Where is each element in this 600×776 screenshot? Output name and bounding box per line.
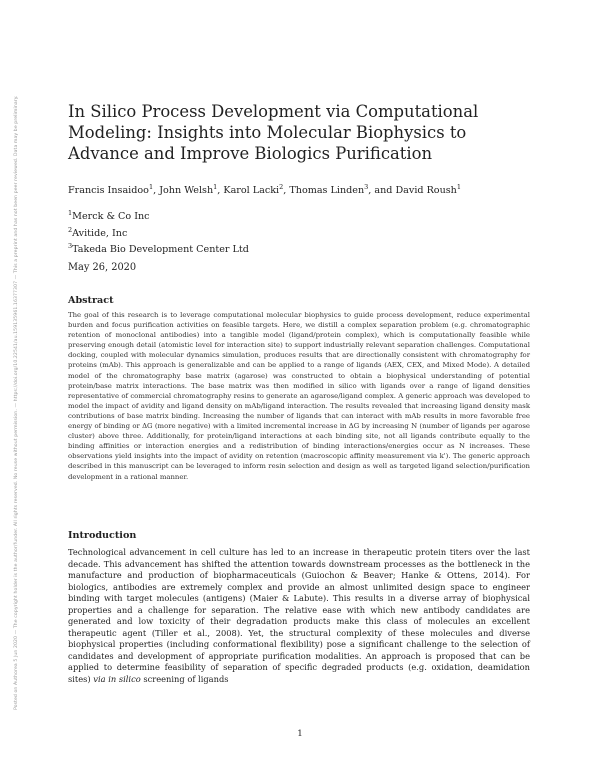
affiliation-item: $^1$Merck & Co Inc xyxy=(68,209,150,223)
author-affiliation-mark: 1 xyxy=(213,183,218,191)
italic-phrase: via in silico xyxy=(93,673,141,684)
author-name: Francis Insaidoo xyxy=(68,185,149,197)
abstract-text: The goal of this research is to leverage computational molecular biophysics to guide process development, reduce experimental burden and focus purification activities on feasible targets. Here, we distill a complex separation problem (e.g. chromatographic retention of monoclonal antibodies) into a tangible model (ligand/protein complex), which is computationally feasible while preserving enough detail (atomistic level for interaction site) to support industrially relevant separation challenges. Computational docking, coupled with molecular dynamics simulation, produces results that are directionally consistent with chromatography for proteins (mAb). This approach is generalizable and can be applied to a range of ligands (AEX, CEX, and Mixed Mode). A detailed model of the chromatography base matrix (agarose) was constructed to obtain a biophysical understanding of potential protein/base matrix interactions. The base matrix was then modified in silico with ligands over a range of ligand densities representative of commercial chromatography resins to generate an agarose/ligand complex. A generic approach was developed to model the impact of avidity and ligand density on mAb/ligand interaction. The results revealed that increasing ligand density mask contributions of base matrix binding. Increasing the number of ligands that can interact with mAb results in more favorable free energy of binding or ΔG (more negative) with a limited incremental increase in ΔG by increasing N (number of ligands per agarose cluster) above three. Additionally, for protein/ligand interactions at each binding site, not all ligands contribute equally to the binding affinities or interaction energies and a redistribution of binding interactions/energies occur as N increases. These observations yield insights into the impact of avidity on retention (macroscopic affinity measurement via k'). The generic approach described in this manuscript can be leveraged to inform resin selection and design as well as targeted ligand selection/purification development in a rational manner. xyxy=(68,311,530,481)
author-affiliation-mark: 1 xyxy=(456,183,461,191)
author-list: Francis Insaidoo$^1$, John Welsh$^1$, Karol Lacki$^2$, Thomas Linden$^3$, and David Roush$^1$ xyxy=(68,183,461,197)
abstract-heading: Abstract xyxy=(68,295,114,306)
author-name: David Roush xyxy=(395,185,457,197)
author-affiliation-mark: 2 xyxy=(279,183,284,191)
author-name: Karol Lacki xyxy=(223,185,280,197)
introduction-text: Technological advancement in cell culture has led to an increase in therapeutic protein titers over the last decade. This advancement has shifted the attention towards downstream processes as the bottleneck in the manufacture and production of biopharmaceuticals (Guiochon & Beaver; Hanke & Ottens, 2014). For biologics, antibodies are extremely complex and provide an almost unlimited design space to engineer binding with target molecules (antigens) (Maier & Labute). This results in a diverse array of biophysical properties and a challenge for separation. The relative ease with which new antibody candidates are generated and low toxicity of their degradation products make this class of molecules an excellent therapeutic agent (Tiller et al., 2008). Yet, the structural complexity of these molecules and diverse biophysical properties (including conformational flexibility) pose a significant challenge to the selection of candidates and development of appropriate purification modalities. An approach is proposed that can be applied to determine feasibility of separation of specific degraded products (e.g. oxidation, deamidation sites) via in silico screening of ligands xyxy=(68,547,530,684)
publication-date: May 26, 2020 xyxy=(68,262,137,273)
side-note-text: Posted on Authorea 5 Jun 2020 — The copyright holder is the author/funder. All rights reserved. No reuse without permission. — https://doi.org/10.22541/au.159135961.16377307 — This a preprint and has not been peer reviewed. Data may be preliminary. xyxy=(14,95,19,710)
author-affiliation-mark: 1 xyxy=(148,183,154,191)
author-affiliation-mark: 3 xyxy=(364,183,369,191)
preprint-side-note xyxy=(14,70,26,710)
author-name: John Welsh xyxy=(159,185,214,197)
introduction-heading: Introduction xyxy=(68,530,137,541)
affiliation-item: $^2$Avitide, Inc xyxy=(68,225,128,239)
page-number: 1 xyxy=(297,729,303,739)
author-name: Thomas Linden xyxy=(289,185,365,197)
affiliation-item: $^3$Takeda Bio Development Center Ltd xyxy=(68,242,249,256)
affiliation-list xyxy=(68,207,249,257)
paper-title: In Silico Process Development via Computational Modeling: Insights into Molecular Biophysics to Advance and Improve Biologics Purification xyxy=(68,102,479,163)
